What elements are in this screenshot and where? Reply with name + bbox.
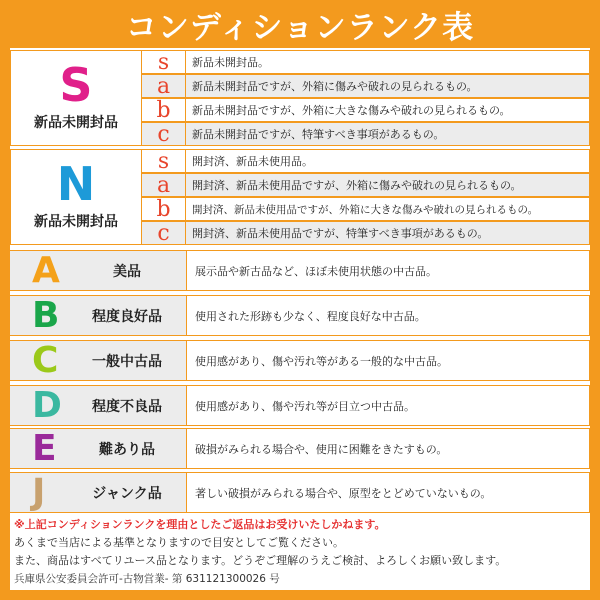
grade-row-d bbox=[10, 385, 590, 426]
subgrade-row bbox=[142, 173, 590, 197]
grade-letter-d: D bbox=[32, 385, 62, 426]
notes bbox=[14, 516, 586, 588]
grade-letter-s: S bbox=[59, 58, 93, 112]
return-warning: ※上記コンディションランクを理由としたご返品はお受けいたしかねます。 bbox=[14, 518, 386, 531]
grade-letter-n: N bbox=[56, 157, 96, 211]
grade-letter-a: A bbox=[32, 250, 60, 291]
grade-name: 程度良好品 bbox=[92, 308, 162, 325]
grade-letter-j: J bbox=[32, 472, 46, 513]
subgrade-row bbox=[142, 74, 590, 98]
grade-description: 使用された形跡も少なく、程度良好な中古品。 bbox=[186, 295, 590, 336]
grade-description: 使用感があり、傷や汚れ等が目立つ中古品。 bbox=[186, 385, 590, 426]
subgrade-description: 新品未開封品ですが、特筆すべき事項があるもの。 bbox=[186, 122, 590, 146]
license-number: 兵庫県公安委員会許可-古物営業- 第 631121300026 号 bbox=[14, 573, 280, 585]
subgrade-description: 開封済、新品未使用品。 bbox=[186, 149, 590, 173]
grade-row-a bbox=[10, 250, 590, 291]
subgrade-description: 新品未開封品。 bbox=[186, 50, 590, 74]
subgrade-row bbox=[142, 50, 590, 74]
grade-description: 使用感があり、傷や汚れ等がある一般的な中古品。 bbox=[186, 340, 590, 381]
grade-row-e bbox=[10, 428, 590, 469]
grade-row-j bbox=[10, 472, 590, 513]
grade-description: 破損がみられる場合や、使用に困難をきたすもの。 bbox=[186, 428, 590, 469]
subgrade-description: 開封済、新品未使用品ですが、特筆すべき事項があるもの。 bbox=[186, 221, 590, 245]
grade-letter-e: E bbox=[32, 428, 57, 469]
grade-name: 難あり品 bbox=[99, 441, 155, 458]
grade-group-s bbox=[10, 50, 590, 146]
subgrade-letter: c bbox=[142, 221, 186, 245]
page-title: コンディションランク表 bbox=[125, 9, 475, 46]
grade-description: 展示品や新古品など、ほぼ未使用状態の中古品。 bbox=[186, 250, 590, 291]
grade-row-b bbox=[10, 295, 590, 336]
note-line: また、商品はすべてリユース品となります。どうぞご理解のうえご検討、よろしくお願い致します。 bbox=[14, 554, 507, 567]
subgrade-letter: a bbox=[142, 74, 186, 98]
grade-name: 程度不良品 bbox=[92, 398, 162, 415]
subgrade-letter: s bbox=[142, 50, 186, 74]
subgrade-row bbox=[142, 98, 590, 122]
grade-description: 著しい破損がみられる場合や、原型をとどめていないもの。 bbox=[186, 472, 590, 513]
subgrade-row bbox=[142, 149, 590, 173]
grade-name: 美品 bbox=[113, 263, 141, 280]
grade-group-n-label: 新品未開封品 bbox=[34, 214, 118, 230]
subgrade-letter: a bbox=[142, 173, 186, 197]
grade-group-s-label: 新品未開封品 bbox=[34, 115, 118, 131]
grade-letter-b: B bbox=[32, 295, 60, 336]
subgrade-row bbox=[142, 221, 590, 245]
subgrade-letter: s bbox=[142, 149, 186, 173]
subgrade-row bbox=[142, 197, 590, 221]
grade-group-n bbox=[10, 149, 590, 245]
grade-name: 一般中古品 bbox=[92, 353, 162, 370]
subgrade-description: 新品未開封品ですが、外箱に傷みや破れの見られるもの。 bbox=[186, 74, 590, 98]
subgrade-letter: b bbox=[142, 98, 186, 122]
subgrade-description: 開封済、新品未使用品ですが、外箱に大きな傷みや破れの見られるもの。 bbox=[186, 197, 590, 221]
subgrade-letter: b bbox=[142, 197, 186, 221]
note-line: あくまで当店による基準となりますので目安としてご覧ください。 bbox=[14, 536, 344, 549]
subgrade-letter: c bbox=[142, 122, 186, 146]
grade-letter-c: C bbox=[32, 340, 59, 381]
subgrade-description: 開封済、新品未使用品ですが、外箱に傷みや破れの見られるもの。 bbox=[186, 173, 590, 197]
subgrade-description: 新品未開封品ですが、外箱に大きな傷みや破れの見られるもの。 bbox=[186, 98, 590, 122]
grade-name: ジャンク品 bbox=[92, 485, 162, 502]
subgrade-row bbox=[142, 122, 590, 146]
grade-row-c bbox=[10, 340, 590, 381]
